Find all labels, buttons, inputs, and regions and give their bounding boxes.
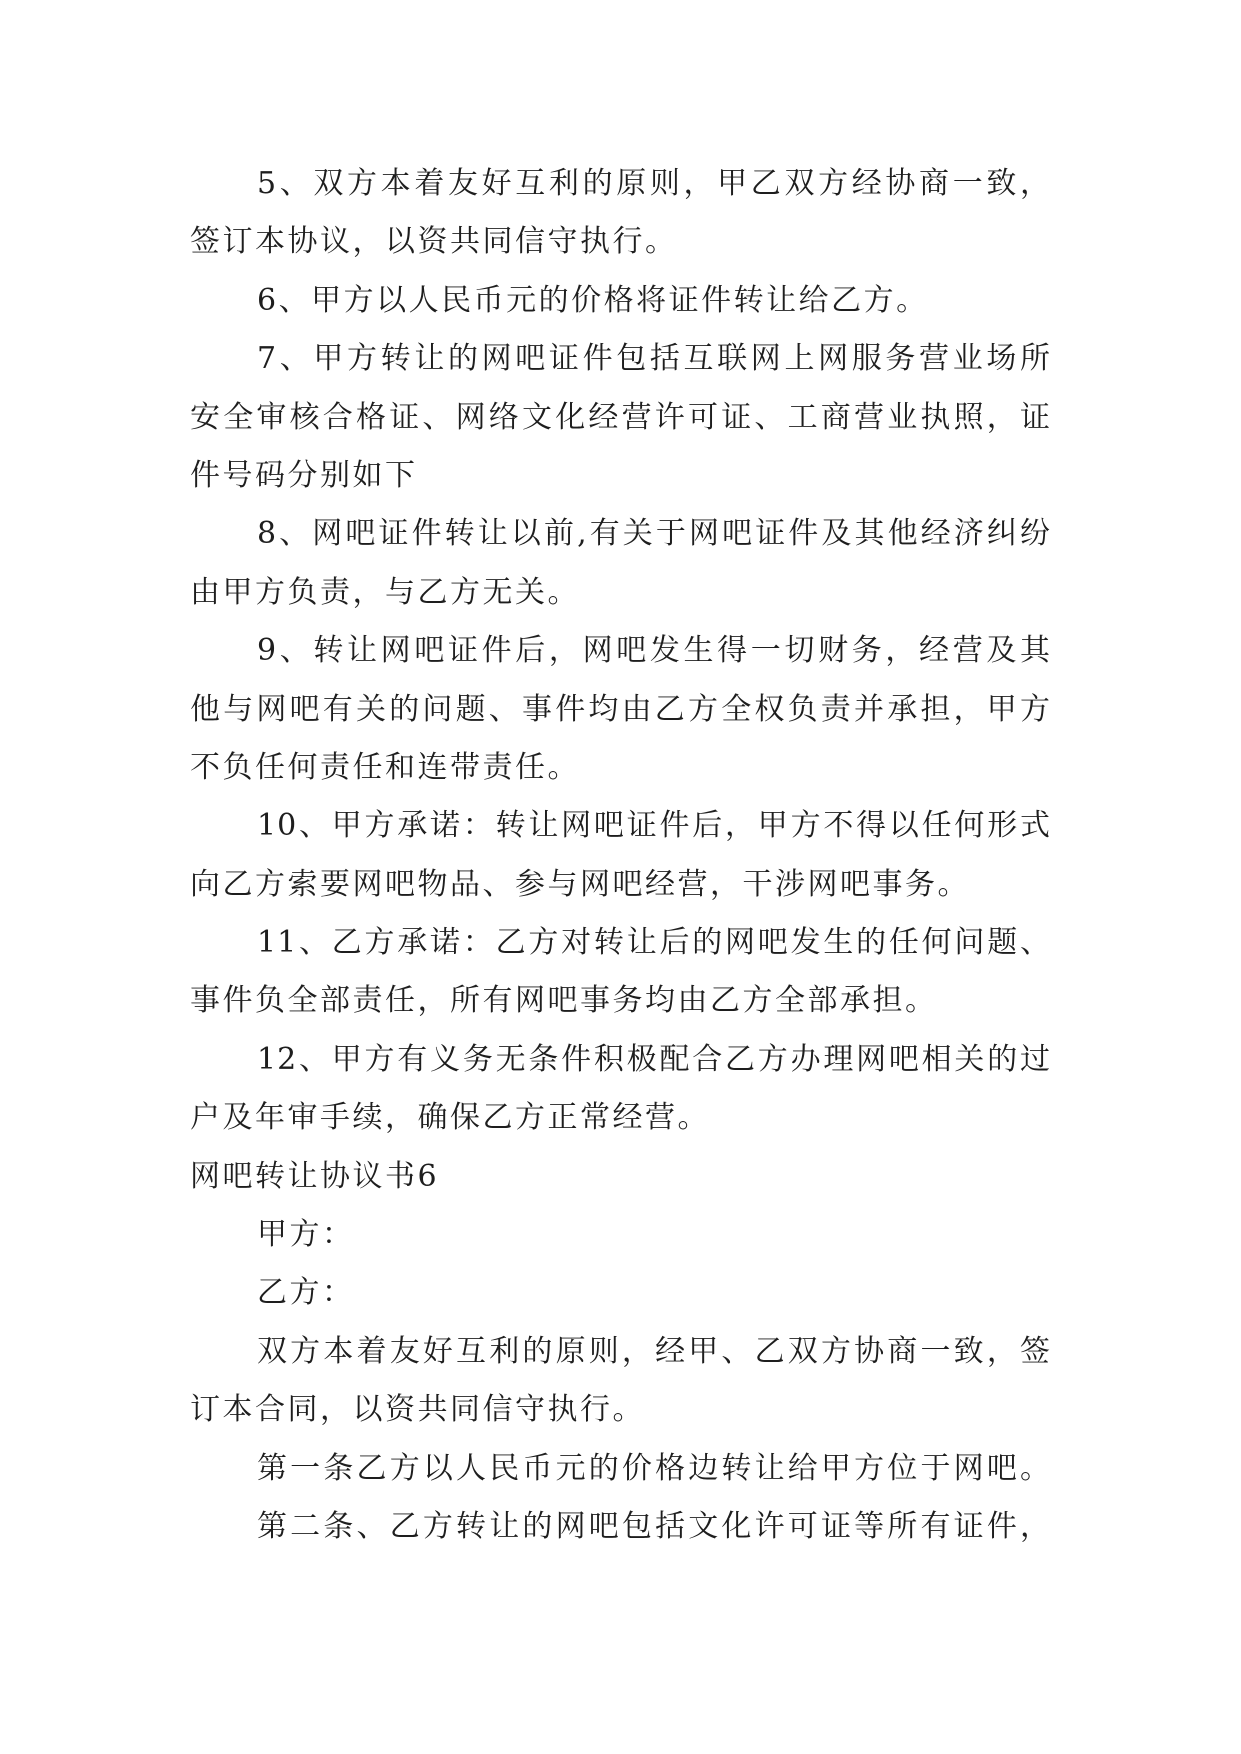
clause-line: 12、甲方有义务无条件积极配合乙方办理网吧相关的过 — [257, 1041, 1051, 1077]
clause-line: 10、甲方承诺：转让网吧证件后，甲方不得以任何形式 — [257, 808, 1051, 844]
article-line: 第二条、乙方转让的网吧包括文化许可证等所有证件， — [257, 1508, 1051, 1544]
clause-10 — [190, 797, 1051, 914]
preamble-line: 订本合同，以资共同信守执行。 — [190, 1392, 645, 1428]
clause-line: 7、甲方转让的网吧证件包括互联网上网服务营业场所 — [257, 341, 1051, 377]
clause-line: 由甲方负责，与乙方无关。 — [190, 574, 580, 610]
article-line: 第一条乙方以人民币元的价格边转让给甲方位于网吧。 — [257, 1450, 1051, 1486]
article-1 — [190, 1440, 1051, 1498]
section-title: 网吧转让协议书6 — [190, 1158, 440, 1194]
clause-5 — [190, 155, 1051, 272]
clause-line: 9、转让网吧证件后，网吧发生得一切财务，经营及其 — [257, 633, 1051, 669]
clause-line: 6、甲方以人民币元的价格将证件转让给乙方。 — [257, 282, 929, 318]
clause-7 — [190, 330, 1051, 505]
clause-8 — [190, 505, 1051, 622]
clause-line: 不负任何责任和连带责任。 — [190, 749, 580, 785]
clause-line: 8、网吧证件转让以前,有关于网吧证件及其他经济纠纷 — [257, 516, 1051, 552]
party-b-label: 乙方： — [257, 1275, 355, 1311]
document-body — [190, 155, 1051, 1556]
clause-line: 户及年审手续，确保乙方正常经营。 — [190, 1100, 710, 1136]
clause-line: 他与网吧有关的问题、事件均由乙方全权负责并承担，甲方 — [190, 691, 1051, 727]
agreement-preamble — [190, 1323, 1051, 1440]
clause-11 — [190, 914, 1051, 1031]
clause-line: 事件负全部责任，所有网吧事务均由乙方全部承担。 — [190, 983, 938, 1019]
clause-line: 向乙方索要网吧物品、参与网吧经营，干涉网吧事务。 — [190, 866, 970, 902]
clause-12 — [190, 1031, 1051, 1148]
clause-line: 11、乙方承诺：乙方对转让后的网吧发生的任何问题、 — [257, 925, 1051, 961]
clause-line: 安全审核合格证、网络文化经营许可证、工商营业执照，证 — [190, 399, 1051, 435]
clause-6 — [190, 272, 1051, 330]
preamble-line: 双方本着友好互利的原则，经甲、乙双方协商一致，签 — [257, 1333, 1051, 1369]
clause-line: 件号码分别如下 — [190, 457, 418, 493]
clause-9 — [190, 622, 1051, 797]
clause-line: 签订本协议，以资共同信守执行。 — [190, 224, 678, 260]
party-a-label: 甲方： — [257, 1217, 355, 1253]
article-2 — [190, 1498, 1051, 1556]
clause-line: 5、双方本着友好互利的原则，甲乙双方经协商一致， — [257, 166, 1051, 201]
